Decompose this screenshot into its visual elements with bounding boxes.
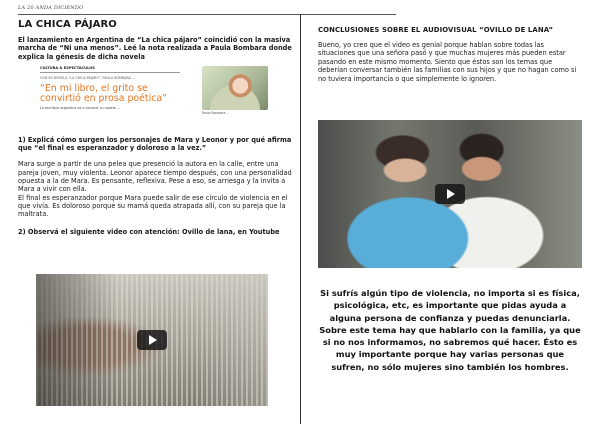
header-rule — [18, 14, 396, 15]
play-icon[interactable] — [137, 330, 167, 350]
author-photo — [202, 66, 268, 110]
play-icon[interactable] — [435, 184, 465, 204]
clip-subtitle: CON SU NOVELA “LA CHICA PÁJARO”, PAULA BOMBARA ... — [40, 75, 135, 80]
clip-caption: Paula Bombara ... — [202, 110, 230, 115]
intro-text: El lanzamiento en Argentina de “La chica pájaro” coincidió con la masiva marcha de “Ni una menos”. Leé la nota realizada a Paula Bombara donde explica la génesis de dicha novela — [18, 36, 292, 61]
video-ovillo-de-lana[interactable] — [36, 274, 268, 406]
clip-rule — [40, 72, 180, 73]
running-head: LA 20 ANDA DICIENDO — [18, 5, 84, 11]
left-column — [18, 19, 293, 236]
video-students[interactable] — [318, 120, 582, 268]
page-title: LA CHICA PÁJARO — [18, 19, 117, 30]
conclusions-title: CONCLUSIONES SOBRE EL AUDIOVISUAL “OVILLO DE LANA” — [318, 26, 554, 34]
clip-quote: “En mi libro, el grito se convirtió en prosa poética” — [40, 82, 167, 104]
right-column — [318, 26, 582, 83]
clip-kicker: CULTURA & ESPECTACULOS — [40, 65, 95, 70]
answer-1-continued: El final es esperanzador porque Mara puede salir de ese círculo de violencia en el que vivía. Es doloroso porque su mamá queda atrapada allí, con su pareja que la maltrata. — [18, 193, 288, 219]
question-2: 2) Observá el siguiente video con atención: Ovillo de lana, en Youtube — [18, 227, 280, 236]
clip-body: La escritora argentina da a conocer su novela ... — [40, 105, 120, 110]
conclusions-text: Bueno, yo creo que el video es genial porque hablan sobre todas las situaciones que una señora pasó y que muchas mujeres más pueden estar pasando en este mismo momento. Siento que éstos son los temas que deberían conversar también las familias con sus hijos y que no hagan como si no tuviera importancia o que simplemente lo ignoren. — [318, 41, 577, 83]
question-1: 1) Explicá cómo surgen los personajes de Mara y Leonor y por qué afirma que “el final es esperanzador y doloroso a la vez.” — [18, 135, 292, 153]
newspaper-clipping — [40, 66, 272, 126]
summary-text: Si sufrís algún tipo de violencia, no importa si es física, psicológica, etc, es importante que pidas ayuda a alguna persona de confianza y puedas denunciarla. Sobre este tema hay que hablarlo con la familia, ya que si no nos informamos, no sabremos qué hacer. Ésto es muy importante porque hay varias personas que sufren, no sólo mujeres sino también los hombres. — [319, 288, 581, 372]
column-divider — [300, 14, 301, 424]
answer-1: Mara surge a partir de una pelea que presenció la autora en la calle, entre una pareja joven, muy violenta. Leonor aparece tiempo después, con una personalidad opuesta a la de Mara. Es pensante, reflexiva. Pese a eso, se arriesga y la invita a Mara a vivir con ella. — [18, 160, 292, 194]
